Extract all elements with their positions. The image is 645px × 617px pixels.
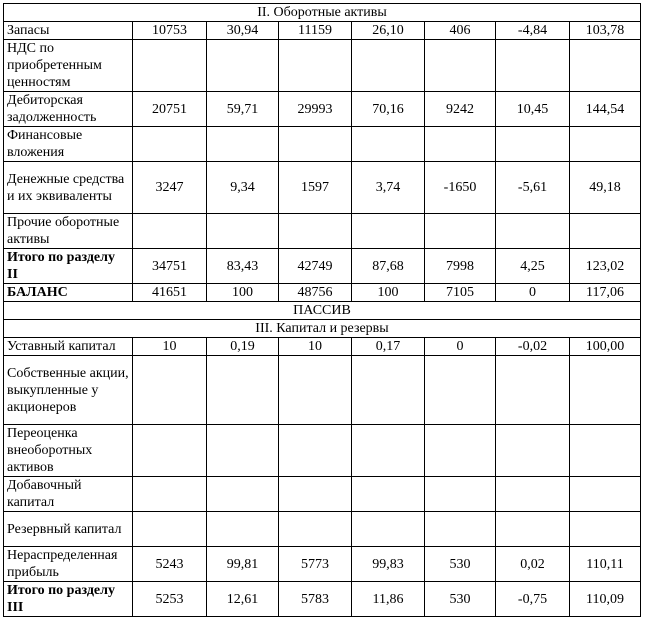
- table-cell: [570, 356, 641, 425]
- table-cell: 3247: [133, 162, 207, 214]
- table-cell: 103,78: [570, 22, 641, 40]
- table-cell: 99,83: [352, 547, 425, 582]
- table-cell: 34751: [133, 249, 207, 284]
- row-label: Запасы: [4, 22, 133, 40]
- table-cell: 48756: [279, 284, 352, 302]
- row-label: Нераспределенная прибыль: [4, 547, 133, 582]
- table-cell: [279, 40, 352, 92]
- row-label: Итого по разделу II: [4, 249, 133, 284]
- table-cell: 144,54: [570, 92, 641, 127]
- row-label: Переоценка внеоборотных активов: [4, 425, 133, 477]
- table-cell: 10,45: [496, 92, 570, 127]
- table-cell: 26,10: [352, 22, 425, 40]
- table-row: [4, 425, 641, 477]
- table-cell: [570, 214, 641, 249]
- table-cell: 87,68: [352, 249, 425, 284]
- table-cell: [352, 40, 425, 92]
- table-row: [4, 22, 641, 40]
- table-cell: 100: [352, 284, 425, 302]
- table-row: [4, 162, 641, 214]
- row-label: Прочие оборотные активы: [4, 214, 133, 249]
- table-cell: 29993: [279, 92, 352, 127]
- table-cell: 530: [425, 582, 496, 617]
- table-row: [4, 338, 641, 356]
- table-cell: [279, 356, 352, 425]
- table-cell: [570, 127, 641, 162]
- section-header-row: [4, 320, 641, 338]
- table-cell: [207, 477, 279, 512]
- table-cell: 110,09: [570, 582, 641, 617]
- table-cell: [133, 214, 207, 249]
- row-label: Добавочный капитал: [4, 477, 133, 512]
- table-cell: [352, 425, 425, 477]
- table-cell: 10: [279, 338, 352, 356]
- table-cell: 11159: [279, 22, 352, 40]
- section-title-passive: ПАССИВ: [4, 302, 641, 320]
- table-cell: [496, 425, 570, 477]
- table-cell: [133, 512, 207, 547]
- table-cell: 99,81: [207, 547, 279, 582]
- table-cell: [352, 356, 425, 425]
- table-cell: [207, 40, 279, 92]
- table-cell: [279, 214, 352, 249]
- table-cell: 70,16: [352, 92, 425, 127]
- table-cell: [496, 40, 570, 92]
- table-cell: [133, 425, 207, 477]
- table-cell: [352, 477, 425, 512]
- table-cell: 0,19: [207, 338, 279, 356]
- table-row: [4, 214, 641, 249]
- table-cell: 406: [425, 22, 496, 40]
- table-cell: [133, 127, 207, 162]
- total-row: [4, 249, 641, 284]
- row-label: Резервный капитал: [4, 512, 133, 547]
- table-row: [4, 547, 641, 582]
- table-cell: 1597: [279, 162, 352, 214]
- table-cell: [207, 425, 279, 477]
- table-cell: [496, 127, 570, 162]
- table-cell: 7998: [425, 249, 496, 284]
- table-cell: 530: [425, 547, 496, 582]
- table-cell: [133, 40, 207, 92]
- table-row: [4, 477, 641, 512]
- table-cell: [207, 214, 279, 249]
- total-row: [4, 582, 641, 617]
- table-cell: [425, 356, 496, 425]
- table-cell: 49,18: [570, 162, 641, 214]
- section-title-current-assets: II. Оборотные активы: [4, 4, 641, 22]
- table-cell: [425, 477, 496, 512]
- section-header-row: [4, 4, 641, 22]
- table-cell: 110,11: [570, 547, 641, 582]
- table-cell: [496, 477, 570, 512]
- table-cell: [496, 356, 570, 425]
- table-cell: [279, 425, 352, 477]
- table-row: [4, 127, 641, 162]
- table-cell: 4,25: [496, 249, 570, 284]
- table-cell: [207, 356, 279, 425]
- table-cell: [425, 40, 496, 92]
- table-cell: 5243: [133, 547, 207, 582]
- table-row: [4, 92, 641, 127]
- table-cell: [352, 214, 425, 249]
- table-cell: [570, 512, 641, 547]
- table-row: [4, 356, 641, 425]
- table-cell: 11,86: [352, 582, 425, 617]
- table-cell: 12,61: [207, 582, 279, 617]
- balance-row: [4, 284, 641, 302]
- table-cell: [425, 214, 496, 249]
- table-cell: [570, 40, 641, 92]
- table-cell: -0,75: [496, 582, 570, 617]
- table-cell: 5773: [279, 547, 352, 582]
- table-cell: 5783: [279, 582, 352, 617]
- table-cell: 42749: [279, 249, 352, 284]
- table-row: [4, 40, 641, 92]
- table-cell: 10753: [133, 22, 207, 40]
- table-cell: -0,02: [496, 338, 570, 356]
- table-cell: -1650: [425, 162, 496, 214]
- table-cell: -4,84: [496, 22, 570, 40]
- table-cell: [425, 512, 496, 547]
- balance-sheet-table: [3, 3, 641, 617]
- table-cell: 41651: [133, 284, 207, 302]
- table-cell: [279, 512, 352, 547]
- table-cell: [279, 477, 352, 512]
- table-cell: [570, 477, 641, 512]
- table-cell: 9242: [425, 92, 496, 127]
- table-cell: [496, 512, 570, 547]
- row-label: НДС по приобретенным ценностям: [4, 40, 133, 92]
- table-cell: 9,34: [207, 162, 279, 214]
- table-cell: 0,17: [352, 338, 425, 356]
- row-label: Уставный капитал: [4, 338, 133, 356]
- table-cell: [133, 477, 207, 512]
- table-cell: 0: [425, 338, 496, 356]
- section-title-capital: III. Капитал и резервы: [4, 320, 641, 338]
- table-cell: 30,94: [207, 22, 279, 40]
- table-cell: [352, 512, 425, 547]
- table-cell: [207, 512, 279, 547]
- table-cell: [279, 127, 352, 162]
- table-cell: 0: [496, 284, 570, 302]
- row-label: Собственные акции, выкупленные у акционеров: [4, 356, 133, 425]
- table-cell: 59,71: [207, 92, 279, 127]
- row-label: БАЛАНС: [4, 284, 133, 302]
- table-cell: [207, 127, 279, 162]
- row-label: Дебиторская задолженность: [4, 92, 133, 127]
- table-cell: [352, 127, 425, 162]
- table-cell: 100,00: [570, 338, 641, 356]
- table-cell: [133, 356, 207, 425]
- table-cell: 117,06: [570, 284, 641, 302]
- table-cell: [570, 425, 641, 477]
- table-cell: 5253: [133, 582, 207, 617]
- table-cell: 0,02: [496, 547, 570, 582]
- table-cell: 123,02: [570, 249, 641, 284]
- table-cell: -5,61: [496, 162, 570, 214]
- table-cell: 83,43: [207, 249, 279, 284]
- table-cell: 7105: [425, 284, 496, 302]
- table-cell: [425, 425, 496, 477]
- table-cell: [496, 214, 570, 249]
- table-cell: 20751: [133, 92, 207, 127]
- row-label: Финансовые вложения: [4, 127, 133, 162]
- table-cell: 10: [133, 338, 207, 356]
- table-cell: [425, 127, 496, 162]
- row-label: Итого по разделу III: [4, 582, 133, 617]
- table-cell: 3,74: [352, 162, 425, 214]
- row-label: Денежные средства и их эквиваленты: [4, 162, 133, 214]
- table-cell: 100: [207, 284, 279, 302]
- section-header-row: [4, 302, 641, 320]
- table-row: [4, 512, 641, 547]
